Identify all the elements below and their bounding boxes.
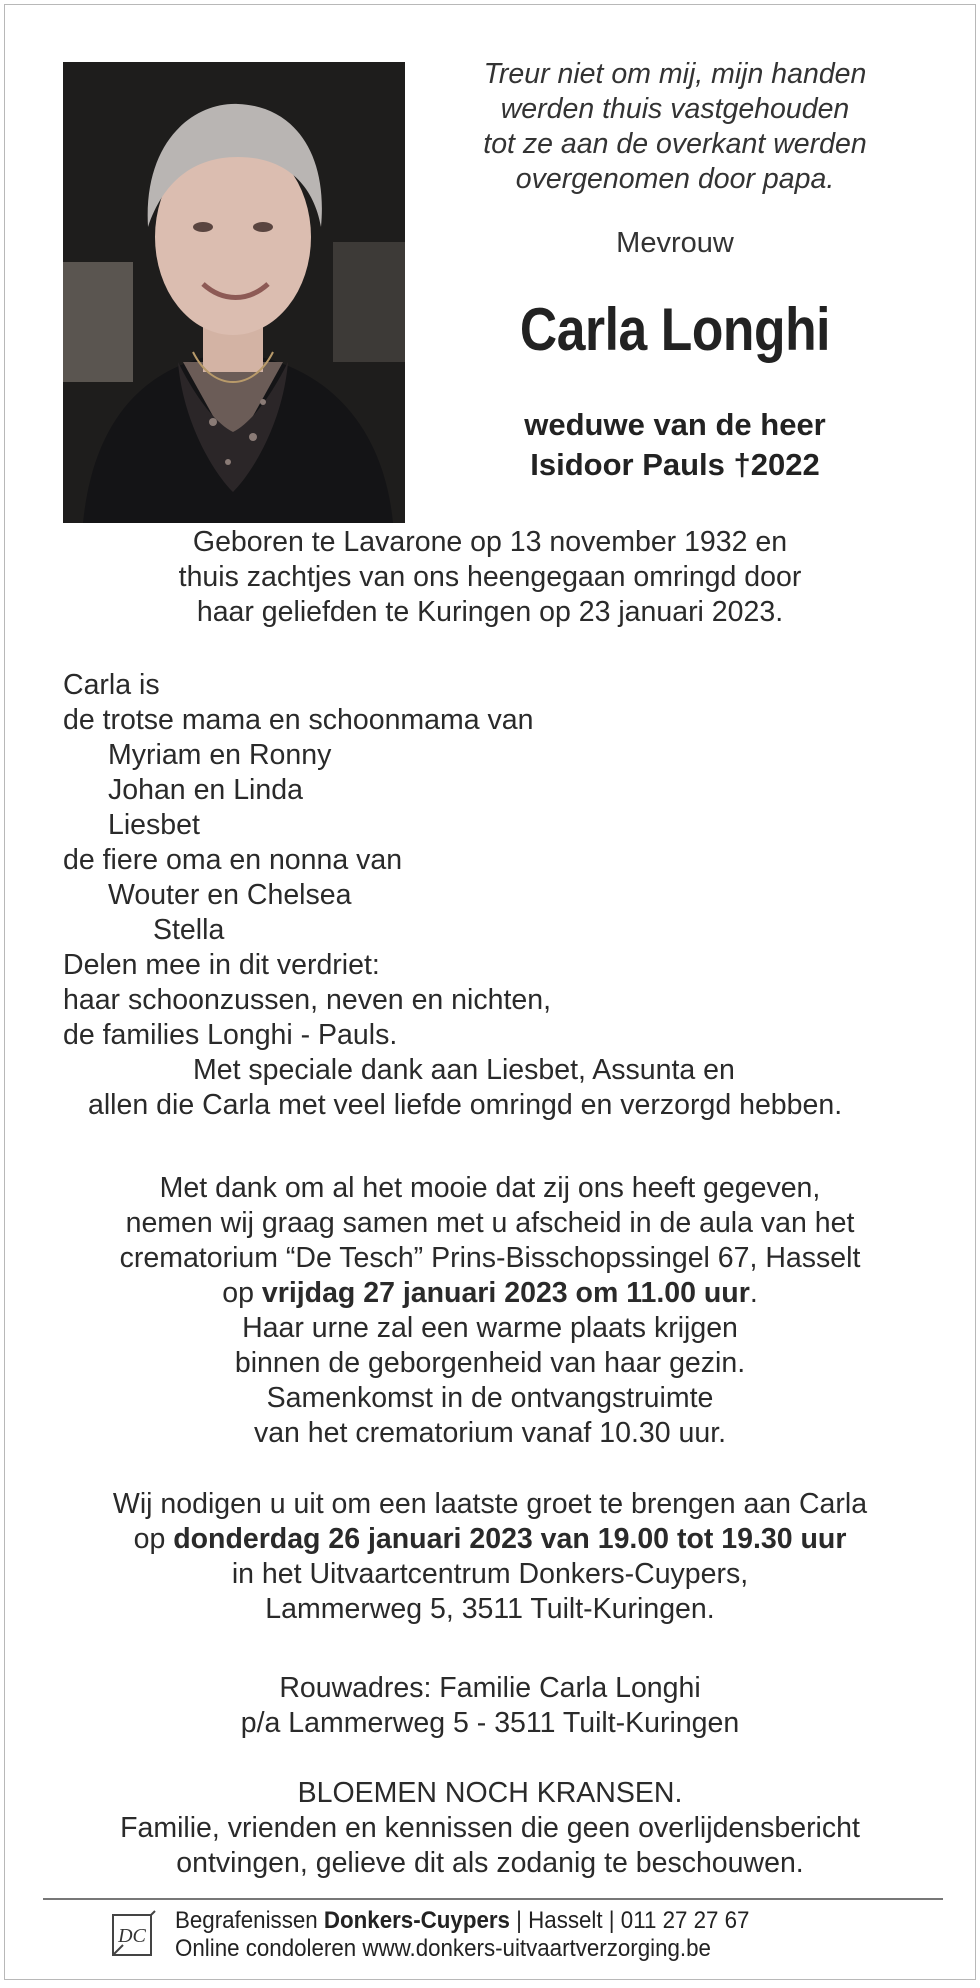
visit-date: donderdag 26 januari 2023 van 19.00 tot 19.30 uur	[173, 1523, 847, 1555]
grandchild-item: Wouter en Chelsea	[108, 879, 352, 911]
visit-date-line	[35, 1522, 945, 1557]
thanks-line: Met speciale dank aan Liesbet, Assunta en	[193, 1054, 735, 1086]
family-share-line: Delen mee in dit verdriet:	[63, 949, 380, 981]
farewell-info	[35, 1171, 945, 1451]
child-item: Liesbet	[108, 809, 200, 841]
birth-line: Geboren te Lavarone op 13 november 1932 en	[192, 526, 788, 558]
funeral-home-line	[175, 1907, 749, 1935]
funeral-home-logo	[111, 1909, 157, 1959]
farewell-date-line	[35, 1276, 945, 1311]
visit-info	[35, 1487, 945, 1627]
farewell-date-suffix: .	[749, 1277, 758, 1309]
relatives-line: de families Longhi - Pauls.	[63, 1019, 398, 1051]
birth-line: thuis zachtjes van ons heengegaan omringd door	[178, 561, 802, 593]
honorific: Mevrouw	[616, 227, 734, 259]
family-list	[63, 668, 923, 1123]
spouse-line: Isidoor Pauls †2022	[530, 447, 820, 482]
farewell-date: vrijdag 27 januari 2023 om 11.00 uur	[261, 1277, 750, 1309]
flowers-notice	[35, 1776, 945, 1881]
funeral-home-info	[175, 1907, 749, 1963]
flowers-line: ontvingen, gelieve dit als zodanig te beschouwen.	[176, 1847, 804, 1879]
visit-date-prefix: op	[133, 1523, 174, 1555]
relatives-line: haar schoonzussen, neven en nichten,	[63, 984, 552, 1016]
farewell-line: crematorium “De Tesch” Prins-Bisschopssingel 67, Hasselt	[119, 1242, 861, 1274]
family-intro: Carla is	[63, 669, 160, 701]
visit-line: in het Uitvaartcentrum Donkers-Cuypers,	[231, 1558, 749, 1590]
visit-line: Wij nodigen u uit om een laatste groet te brengen aan Carla	[112, 1488, 868, 1520]
visit-line: Lammerweg 5, 3511 Tuilt-Kuringen.	[265, 1593, 715, 1625]
mourning-address	[35, 1671, 945, 1741]
spouse-info	[435, 405, 915, 485]
footer-contact: | Hasselt | 011 27 27 67	[509, 1907, 750, 1934]
farewell-line: binnen de geborgenheid van haar gezin.	[234, 1347, 746, 1379]
family-mama-line: de trotse mama en schoonmama van	[63, 704, 534, 736]
condolence-link[interactable]: Online condoleren www.donkers-uitvaartverzorging.be	[175, 1935, 711, 1962]
svg-text:DC: DC	[118, 1925, 146, 1947]
farewell-line: Samenkomst in de ontvangstruimte	[266, 1382, 714, 1414]
poem	[435, 57, 915, 197]
birth-line: haar geliefden te Kuringen op 23 januari 2023.	[196, 596, 784, 628]
address-line: Rouwadres: Familie Carla Longhi	[279, 1672, 701, 1704]
obituary-card	[4, 4, 976, 1980]
farewell-line: Haar urne zal een warme plaats krijgen	[242, 1312, 738, 1344]
portrait-illustration	[63, 62, 405, 523]
child-item: Myriam en Ronny	[108, 739, 332, 771]
farewell-line: van het crematorium vanaf 10.30 uur.	[253, 1417, 727, 1449]
funeral-home-name: Donkers-Cuypers	[323, 1907, 510, 1934]
portrait-photo	[63, 62, 405, 523]
footer-divider	[43, 1898, 943, 1900]
farewell-date-prefix: op	[222, 1277, 262, 1309]
spouse-line: weduwe van de heer	[524, 407, 826, 442]
poem-line: overgenomen door papa.	[515, 163, 835, 195]
birth-death-info	[35, 525, 945, 630]
poem-line: werden thuis vastgehouden	[500, 93, 850, 125]
farewell-line: nemen wij graag samen met u afscheid in de aula van het	[125, 1207, 855, 1239]
flowers-line: Familie, vrienden en kennissen die geen overlijdensbericht	[120, 1812, 860, 1844]
thanks-line: allen die Carla met veel liefde omringd en verzorgd hebben.	[88, 1089, 843, 1121]
child-item: Johan en Linda	[108, 774, 303, 806]
address-line: p/a Lammerweg 5 - 3511 Tuilt-Kuringen	[240, 1707, 740, 1739]
poem-line: Treur niet om mij, mijn handen	[483, 58, 867, 90]
great-grandchild-item: Stella	[153, 914, 225, 946]
footer-prefix: Begrafenissen	[175, 1907, 324, 1934]
farewell-line: Met dank om al het mooie dat zij ons heeft gegeven,	[159, 1172, 821, 1204]
poem-line: tot ze aan de overkant werden	[483, 128, 867, 160]
flowers-line: BLOEMEN NOCH KRANSEN.	[297, 1777, 683, 1809]
deceased-name: Carla Longhi	[519, 296, 831, 363]
family-oma-line: de fiere oma en nonna van	[63, 844, 403, 876]
